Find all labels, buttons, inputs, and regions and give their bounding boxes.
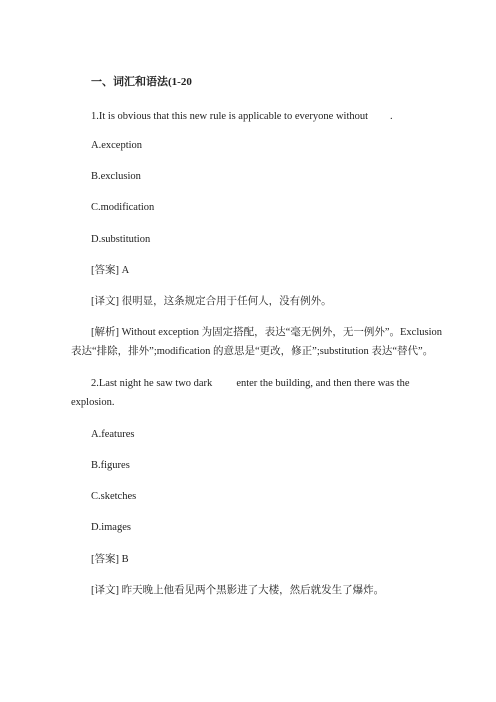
question-1-analysis-line-2: 表达“排除，排外”;modification 的意思是“更改，修正”;substitution 表达“替代”。 <box>71 346 434 357</box>
question-2-option-a: A.features <box>91 429 135 440</box>
question-1-stem-end: . <box>390 111 393 122</box>
question-2-stem-text-a: 2.Last night he saw two dark <box>91 378 213 389</box>
question-1-option-c: C.modification <box>91 202 155 213</box>
question-1-option-a: A.exception <box>91 140 143 151</box>
question-2-translation: [译文] 昨天晚上他看见两个黑影进了大楼，然后就发生了爆炸。 <box>91 585 385 596</box>
question-2-stem-text-b: enter the building, and then there was the <box>236 378 410 389</box>
question-2-option-d: D.images <box>91 522 131 533</box>
question-2-answer: [答案] B <box>91 554 129 565</box>
question-1-option-b: B.exclusion <box>91 171 141 182</box>
question-2-stem <box>91 377 410 391</box>
question-1-option-d: D.substitution <box>91 234 151 245</box>
question-1-stem <box>91 110 393 124</box>
question-2-stem-line-2: explosion. <box>71 397 115 408</box>
question-1-analysis-line-1: [解析] Without exception 为固定搭配，表达“毫无例外，无一例外”。Exclusion <box>91 327 442 338</box>
question-2-option-b: B.figures <box>91 460 130 471</box>
question-1-stem-text: 1.It is obvious that this new rule is applicable to everyone without <box>91 111 369 122</box>
question-2-option-c: C.sketches <box>91 491 137 502</box>
question-1-answer: [答案] A <box>91 265 130 276</box>
section-title: 一、词汇和语法(1-20 <box>91 76 192 88</box>
question-1-translation: [译文] 很明显，这条规定合用于任何人，没有例外。 <box>91 296 332 307</box>
